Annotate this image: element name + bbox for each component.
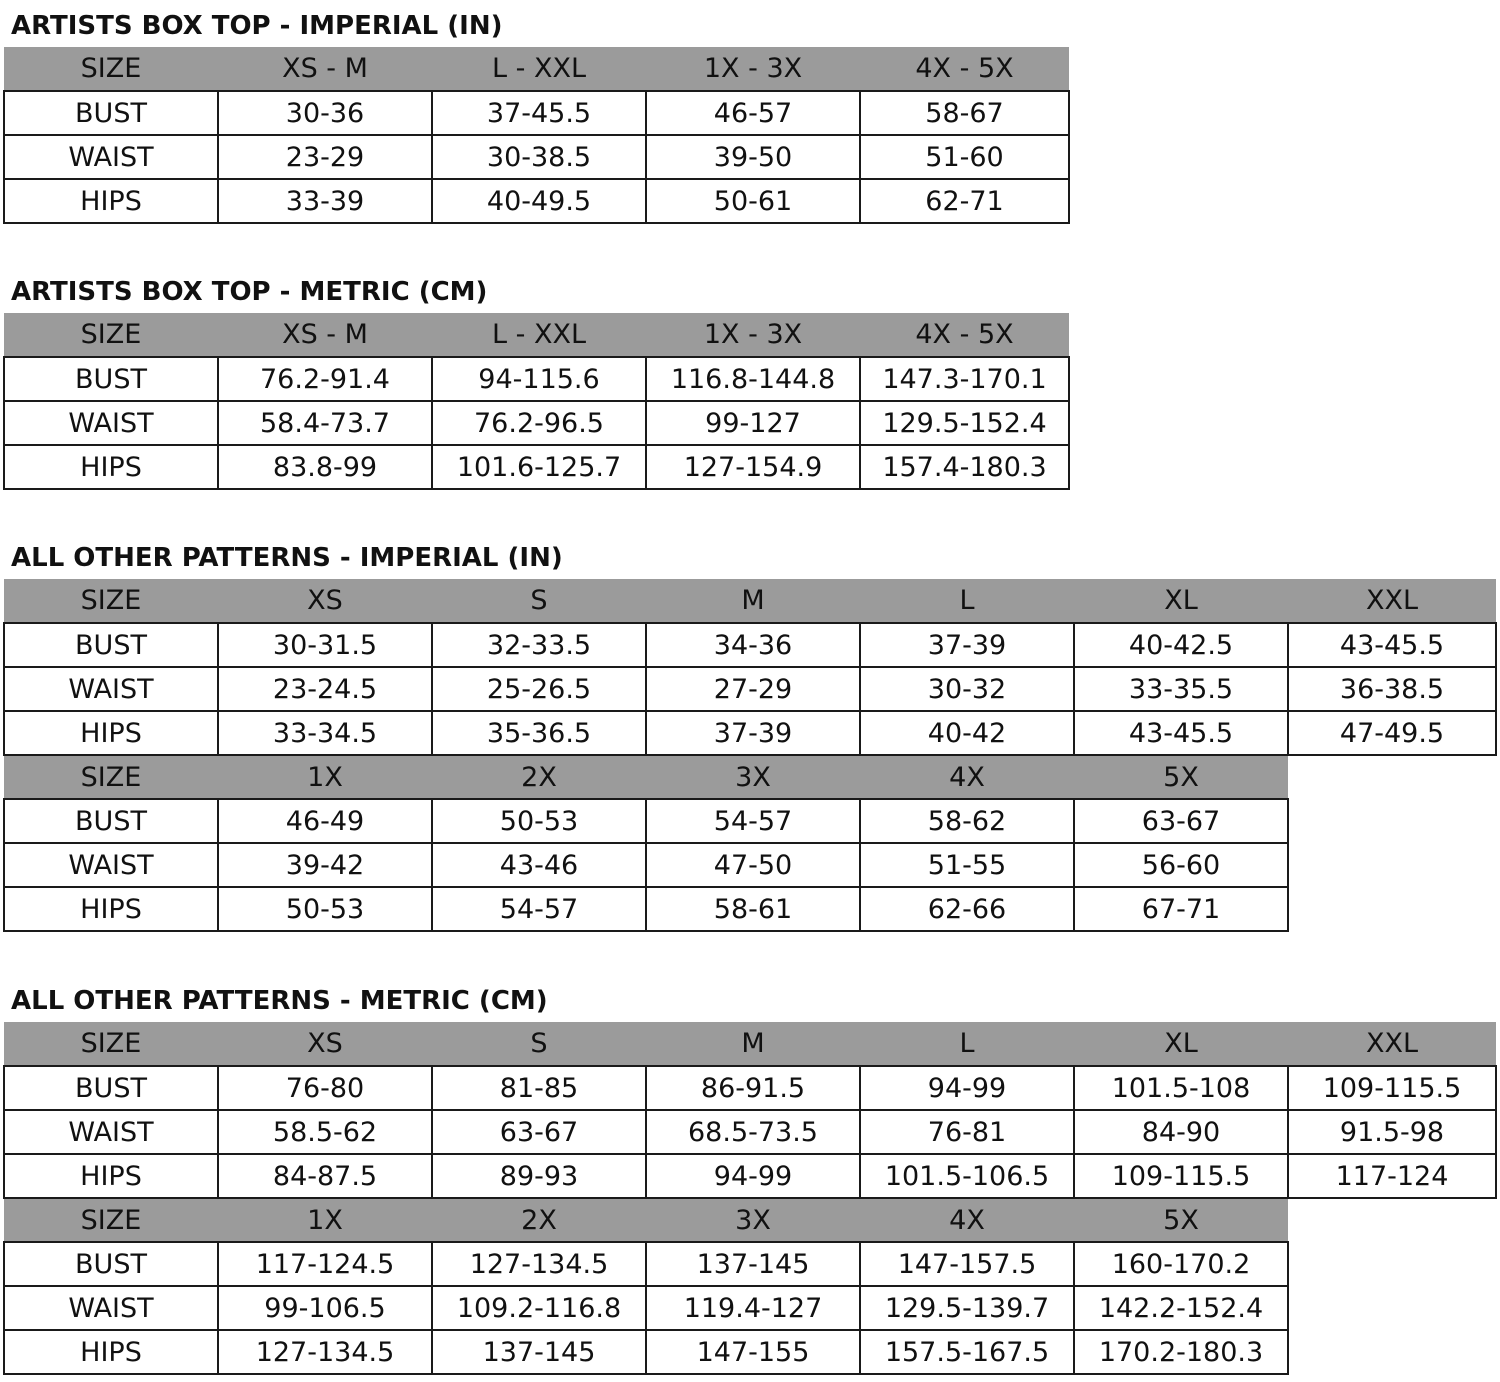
section-title-other-imperial: ALL OTHER PATTERNS - IMPERIAL (IN) (11, 543, 563, 573)
table-cell: 129.5-152.4 (860, 401, 1069, 445)
table-cell: 117-124 (1288, 1154, 1496, 1198)
row-label: WAIST (4, 135, 218, 179)
table-cell: 68.5-73.5 (646, 1110, 860, 1154)
table-cell: 76.2-91.4 (218, 357, 432, 401)
header-cell: SIZE (4, 755, 218, 799)
table-cell: 23-24.5 (218, 667, 432, 711)
header-cell: L - XXL (432, 47, 646, 91)
table-row (4, 843, 1496, 887)
header-cell: SIZE (4, 1022, 218, 1066)
table-header-row (4, 47, 1069, 91)
table-cell: 117-124.5 (218, 1242, 432, 1286)
table-cell: 46-49 (218, 799, 432, 843)
table-cell: 36-38.5 (1288, 667, 1496, 711)
header-cell: XL (1074, 579, 1288, 623)
header-cell: SIZE (4, 47, 218, 91)
table-header-row (4, 1198, 1496, 1242)
table-cell: 147-157.5 (860, 1242, 1074, 1286)
table-cell: 50-61 (646, 179, 860, 223)
table-cell: 33-34.5 (218, 711, 432, 755)
empty-cell (1288, 1198, 1496, 1242)
table-cell: 76-81 (860, 1110, 1074, 1154)
table-cell: 127-134.5 (432, 1242, 646, 1286)
table-row (4, 1110, 1496, 1154)
header-cell: 4X - 5X (860, 47, 1069, 91)
table-cell: 58-62 (860, 799, 1074, 843)
table-cell: 86-91.5 (646, 1066, 860, 1110)
table-cell: 94-115.6 (432, 357, 646, 401)
table-row (4, 445, 1069, 489)
table-cell: 50-53 (432, 799, 646, 843)
table-row (4, 799, 1496, 843)
row-label: HIPS (4, 1330, 218, 1374)
table-cell: 109.2-116.8 (432, 1286, 646, 1330)
empty-cell (1288, 799, 1496, 843)
table-cell: 51-55 (860, 843, 1074, 887)
table-cell: 30-36 (218, 91, 432, 135)
header-cell: 4X - 5X (860, 313, 1069, 357)
table-cell: 94-99 (646, 1154, 860, 1198)
table-cell: 147.3-170.1 (860, 357, 1069, 401)
table-cell: 101.5-106.5 (860, 1154, 1074, 1198)
table-row (4, 1330, 1496, 1374)
table-cell: 137-145 (646, 1242, 860, 1286)
table-cell: 157.5-167.5 (860, 1330, 1074, 1374)
header-cell: XS (218, 1022, 432, 1066)
empty-cell (1288, 843, 1496, 887)
header-cell: L (860, 1022, 1074, 1066)
table-cell: 37-39 (646, 711, 860, 755)
table-row (4, 1242, 1496, 1286)
table-row (4, 1286, 1496, 1330)
table-cell: 30-38.5 (432, 135, 646, 179)
table-cell: 137-145 (432, 1330, 646, 1374)
header-cell: 1X (218, 755, 432, 799)
table-cell: 43-45.5 (1288, 623, 1496, 667)
table-cell: 109-115.5 (1288, 1066, 1496, 1110)
table-cell: 147-155 (646, 1330, 860, 1374)
table-row (4, 623, 1496, 667)
header-cell: M (646, 1022, 860, 1066)
row-label: HIPS (4, 711, 218, 755)
row-label: HIPS (4, 445, 218, 489)
empty-cell (1288, 1330, 1496, 1374)
header-cell: 3X (646, 755, 860, 799)
table-row (4, 401, 1069, 445)
table-cell: 62-66 (860, 887, 1074, 931)
table-header-row (4, 313, 1069, 357)
table-cell: 47-49.5 (1288, 711, 1496, 755)
header-cell: XXL (1288, 579, 1496, 623)
table-cell: 40-42 (860, 711, 1074, 755)
header-cell: 3X (646, 1198, 860, 1242)
table-cell: 39-50 (646, 135, 860, 179)
table-cell: 157.4-180.3 (860, 445, 1069, 489)
table-row (4, 887, 1496, 931)
table-cell: 109-115.5 (1074, 1154, 1288, 1198)
table-cell: 76.2-96.5 (432, 401, 646, 445)
header-cell: 5X (1074, 755, 1288, 799)
table-row (4, 1066, 1496, 1110)
header-cell: 1X - 3X (646, 313, 860, 357)
table-cell: 160-170.2 (1074, 1242, 1288, 1286)
row-label: WAIST (4, 401, 218, 445)
empty-cell (1288, 887, 1496, 931)
table-cell: 51-60 (860, 135, 1069, 179)
header-cell: 4X (860, 1198, 1074, 1242)
header-cell: XXL (1288, 1022, 1496, 1066)
table-cell: 63-67 (432, 1110, 646, 1154)
header-cell: XS (218, 579, 432, 623)
table-cell: 119.4-127 (646, 1286, 860, 1330)
table-cell: 33-35.5 (1074, 667, 1288, 711)
table-cell: 54-57 (432, 887, 646, 931)
table-cell: 46-57 (646, 91, 860, 135)
table-cell: 32-33.5 (432, 623, 646, 667)
table-cell: 54-57 (646, 799, 860, 843)
table-cell: 37-45.5 (432, 91, 646, 135)
header-cell: SIZE (4, 579, 218, 623)
row-label: BUST (4, 357, 218, 401)
table-cell: 37-39 (860, 623, 1074, 667)
table-cell: 127-154.9 (646, 445, 860, 489)
table-cell: 62-71 (860, 179, 1069, 223)
table-cell: 30-31.5 (218, 623, 432, 667)
section-title-box-top-imperial: ARTISTS BOX TOP - IMPERIAL (IN) (11, 11, 503, 41)
header-cell: S (432, 579, 646, 623)
header-cell: XS - M (218, 47, 432, 91)
table-cell: 83.8-99 (218, 445, 432, 489)
table-cell: 84-90 (1074, 1110, 1288, 1154)
size-table-other-metric (3, 1022, 1497, 1375)
header-cell: M (646, 579, 860, 623)
row-label: BUST (4, 1242, 218, 1286)
table-row (4, 357, 1069, 401)
header-cell: 1X - 3X (646, 47, 860, 91)
row-label: BUST (4, 623, 218, 667)
header-cell: 2X (432, 755, 646, 799)
header-cell: SIZE (4, 1198, 218, 1242)
row-label: WAIST (4, 667, 218, 711)
table-row (4, 91, 1069, 135)
table-cell: 56-60 (1074, 843, 1288, 887)
size-table-box-top-metric (3, 313, 1070, 490)
empty-cell (1288, 755, 1496, 799)
header-cell: S (432, 1022, 646, 1066)
table-cell: 81-85 (432, 1066, 646, 1110)
header-cell: SIZE (4, 313, 218, 357)
table-cell: 101.5-108 (1074, 1066, 1288, 1110)
table-cell: 58-61 (646, 887, 860, 931)
table-cell: 47-50 (646, 843, 860, 887)
table-cell: 84-87.5 (218, 1154, 432, 1198)
table-cell: 23-29 (218, 135, 432, 179)
table-cell: 99-127 (646, 401, 860, 445)
table-cell: 39-42 (218, 843, 432, 887)
header-cell: 1X (218, 1198, 432, 1242)
table-row (4, 711, 1496, 755)
table-cell: 127-134.5 (218, 1330, 432, 1374)
table-cell: 94-99 (860, 1066, 1074, 1110)
table-cell: 58.4-73.7 (218, 401, 432, 445)
table-cell: 25-26.5 (432, 667, 646, 711)
header-cell: L - XXL (432, 313, 646, 357)
table-cell: 30-32 (860, 667, 1074, 711)
table-cell: 91.5-98 (1288, 1110, 1496, 1154)
empty-cell (1288, 1286, 1496, 1330)
size-table-other-imperial (3, 579, 1497, 932)
table-cell: 142.2-152.4 (1074, 1286, 1288, 1330)
table-header-row (4, 755, 1496, 799)
table-cell: 27-29 (646, 667, 860, 711)
row-label: HIPS (4, 1154, 218, 1198)
header-cell: XS - M (218, 313, 432, 357)
row-label: WAIST (4, 1110, 218, 1154)
empty-cell (1288, 1242, 1496, 1286)
table-cell: 50-53 (218, 887, 432, 931)
table-cell: 40-49.5 (432, 179, 646, 223)
size-table-box-top-imperial (3, 47, 1070, 224)
table-cell: 67-71 (1074, 887, 1288, 931)
row-label: HIPS (4, 887, 218, 931)
table-cell: 63-67 (1074, 799, 1288, 843)
section-title-box-top-metric: ARTISTS BOX TOP - METRIC (CM) (11, 277, 488, 307)
table-cell: 58-67 (860, 91, 1069, 135)
row-label: HIPS (4, 179, 218, 223)
table-cell: 43-46 (432, 843, 646, 887)
row-label: WAIST (4, 843, 218, 887)
table-cell: 129.5-139.7 (860, 1286, 1074, 1330)
table-cell: 101.6-125.7 (432, 445, 646, 489)
table-cell: 99-106.5 (218, 1286, 432, 1330)
table-cell: 35-36.5 (432, 711, 646, 755)
table-cell: 40-42.5 (1074, 623, 1288, 667)
row-label: WAIST (4, 1286, 218, 1330)
row-label: BUST (4, 91, 218, 135)
table-cell: 116.8-144.8 (646, 357, 860, 401)
table-cell: 89-93 (432, 1154, 646, 1198)
table-header-row (4, 579, 1496, 623)
table-row (4, 667, 1496, 711)
header-cell: L (860, 579, 1074, 623)
table-row (4, 179, 1069, 223)
header-cell: 5X (1074, 1198, 1288, 1242)
table-row (4, 135, 1069, 179)
row-label: BUST (4, 1066, 218, 1110)
table-cell: 58.5-62 (218, 1110, 432, 1154)
table-cell: 43-45.5 (1074, 711, 1288, 755)
row-label: BUST (4, 799, 218, 843)
header-cell: XL (1074, 1022, 1288, 1066)
table-header-row (4, 1022, 1496, 1066)
table-cell: 170.2-180.3 (1074, 1330, 1288, 1374)
table-cell: 33-39 (218, 179, 432, 223)
table-cell: 34-36 (646, 623, 860, 667)
section-title-other-metric: ALL OTHER PATTERNS - METRIC (CM) (11, 986, 548, 1016)
table-cell: 76-80 (218, 1066, 432, 1110)
header-cell: 4X (860, 755, 1074, 799)
header-cell: 2X (432, 1198, 646, 1242)
table-row (4, 1154, 1496, 1198)
